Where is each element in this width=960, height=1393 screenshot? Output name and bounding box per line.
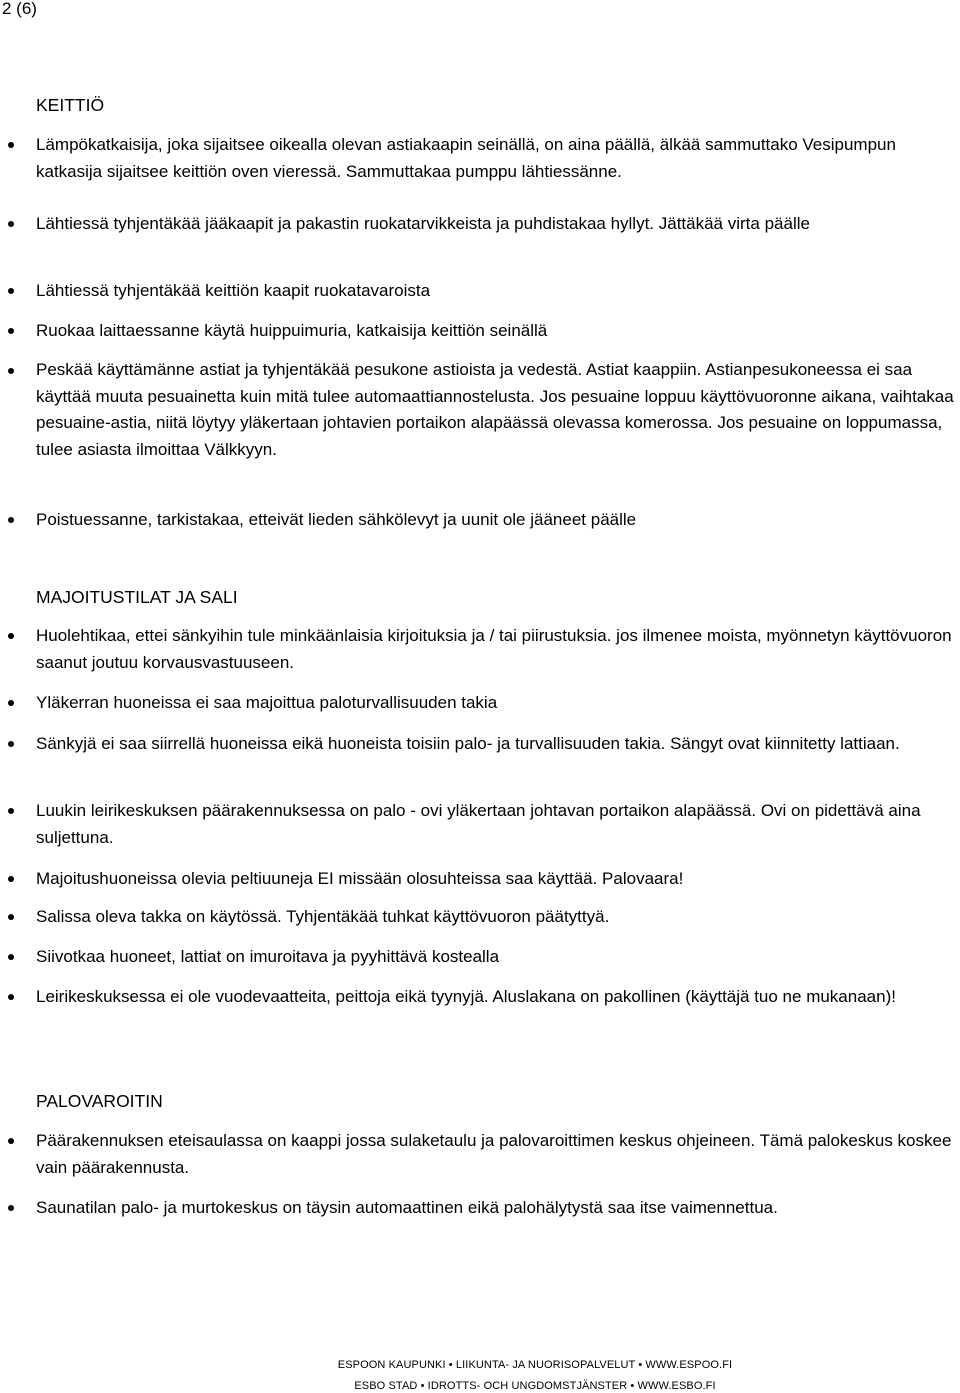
bullet-icon [8,633,14,639]
list-item-text: Lähtiessä tyhjentäkää jääkaapit ja pakastin ruokatarvikkeista ja puhdistakaa hyllyt. Jättäkää virta päälle [36,214,810,233]
bullet-icon [8,741,14,747]
list-item [36,210,954,237]
list-item [36,943,954,970]
list-item [36,903,954,930]
list-item-text: Majoitushuoneissa olevia peltiuuneja EI missään olosuhteissa saa käyttää. Palovaara! [36,869,684,888]
list-item [36,730,954,757]
bullet-icon [8,221,14,227]
list-item [36,983,954,1010]
list-item [36,1127,954,1181]
list-item-text: Lämpökatkaisija, joka sijaitsee oikealla olevan astiakaapin seinällä, on aina päällä, älkää sammuttako Vesipumpun katkasija sijaitsee keittiön oven vieressä. Sammuttakaa pumppu lähtiessänne. [36,135,896,181]
list-item [36,357,954,463]
section-heading-palovaroitin: PALOVAROITIN [36,1091,163,1111]
footer-line-2: ESBO STAD • IDROTTS- OCH UNGDOMSTJÄNSTER • WWW.ESBO.FI [354,1380,716,1392]
list-item-text: Luukin leirikeskuksen päärakennuksessa on palo - ovi yläkertaan johtavan portaikon alapäässä. Ovi on pidettävä aina suljettuna. [36,801,921,847]
page-number: 2 (6) [2,0,37,18]
list-item [36,797,954,851]
list-item [36,277,954,304]
list-item [36,131,954,185]
list-item [36,1194,954,1221]
bullet-icon [8,1205,14,1211]
list-item-text: Huolehtikaa, ettei sänkyihin tule minkäänlaisia kirjoituksia ja / tai piirustuksia. jos ilmenee moista, myönnetyn käyttövuoron saanut joutuu korvausvastuuseen. [36,626,952,672]
bullet-icon [8,1138,14,1144]
bullet-icon [8,288,14,294]
bullet-icon [8,142,14,148]
section-heading-keittio: KEITTIÖ [36,95,105,115]
bullet-icon [8,914,14,920]
bullet-icon [8,876,14,882]
list-item [36,622,954,676]
list-item-text: Siivotkaa huoneet, lattiat on imuroitava ja pyyhittävä kostealla [36,947,500,966]
list-item [36,865,954,892]
list-item-text: Lähtiessä tyhjentäkää keittiön kaapit ruokatavaroista [36,281,431,300]
list-item-text: Salissa oleva takka on käytössä. Tyhjentäkää tuhkat käyttövuoron päätyttyä. [36,907,610,926]
list-item-text: Päärakennuksen eteisaulassa on kaappi jossa sulaketaulu ja palovaroittimen keskus ohjeineen. Tämä palokeskus koskee vain päärakennusta. [36,1131,952,1177]
list-item-text: Ruokaa laittaessanne käytä huippuimuria, katkaisija keittiön seinällä [36,321,548,340]
list-item-text: Saunatilan palo- ja murtokeskus on täysin automaattinen eikä palohälytystä saa itse vaimennettua. [36,1198,778,1217]
bullet-icon [8,368,14,374]
bullet-icon [8,517,14,523]
list-item [36,506,954,533]
section-heading-majoitustilat: MAJOITUSTILAT JA SALI [36,587,238,607]
list-item-text: Yläkerran huoneissa ei saa majoittua paloturvallisuuden takia [36,693,498,712]
list-item [36,689,954,716]
list-item-text: Poistuessanne, tarkistakaa, etteivät lieden sähkölevyt ja uunit ole jääneet päälle [36,510,637,529]
bullet-icon [8,700,14,706]
bullet-icon [8,328,14,334]
list-item-text: Leirikeskuksessa ei ole vuodevaatteita, peittoja eikä tyynyjä. Aluslakana on pakollinen (käyttäjä tuo ne mukanaan)! [36,987,896,1006]
footer-line-1: ESPOON KAUPUNKI • LIIKUNTA- JA NUORISOPALVELUT • WWW.ESPOO.FI [337,1359,733,1371]
list-item-text: Peskää käyttämänne astiat ja tyhjentäkää pesukone astioista ja vedestä. Astiat kaappiin. Astianpesukoneessa ei saa käyttää muuta pesuainetta kuin mitä tulee automaattiannostelusta. Jos pesuaine loppuu käyttövuoronne aikana, vaihtakaa pesuaine-astia, niitä löytyy yläkertaan johtavien portaikon alapäässä olevassa komerossa. Jos pesuaine on loppumassa, tulee asiasta ilmoittaa Välkkyyn. [36,360,954,459]
bullet-icon [8,954,14,960]
list-item-text: Sänkyjä ei saa siirrellä huoneissa eikä huoneista toisiin palo- ja turvallisuuden takia. Sängyt ovat kiinnitetty lattiaan. [36,734,900,753]
bullet-icon [8,994,14,1000]
list-item [36,317,954,344]
bullet-icon [8,808,14,814]
